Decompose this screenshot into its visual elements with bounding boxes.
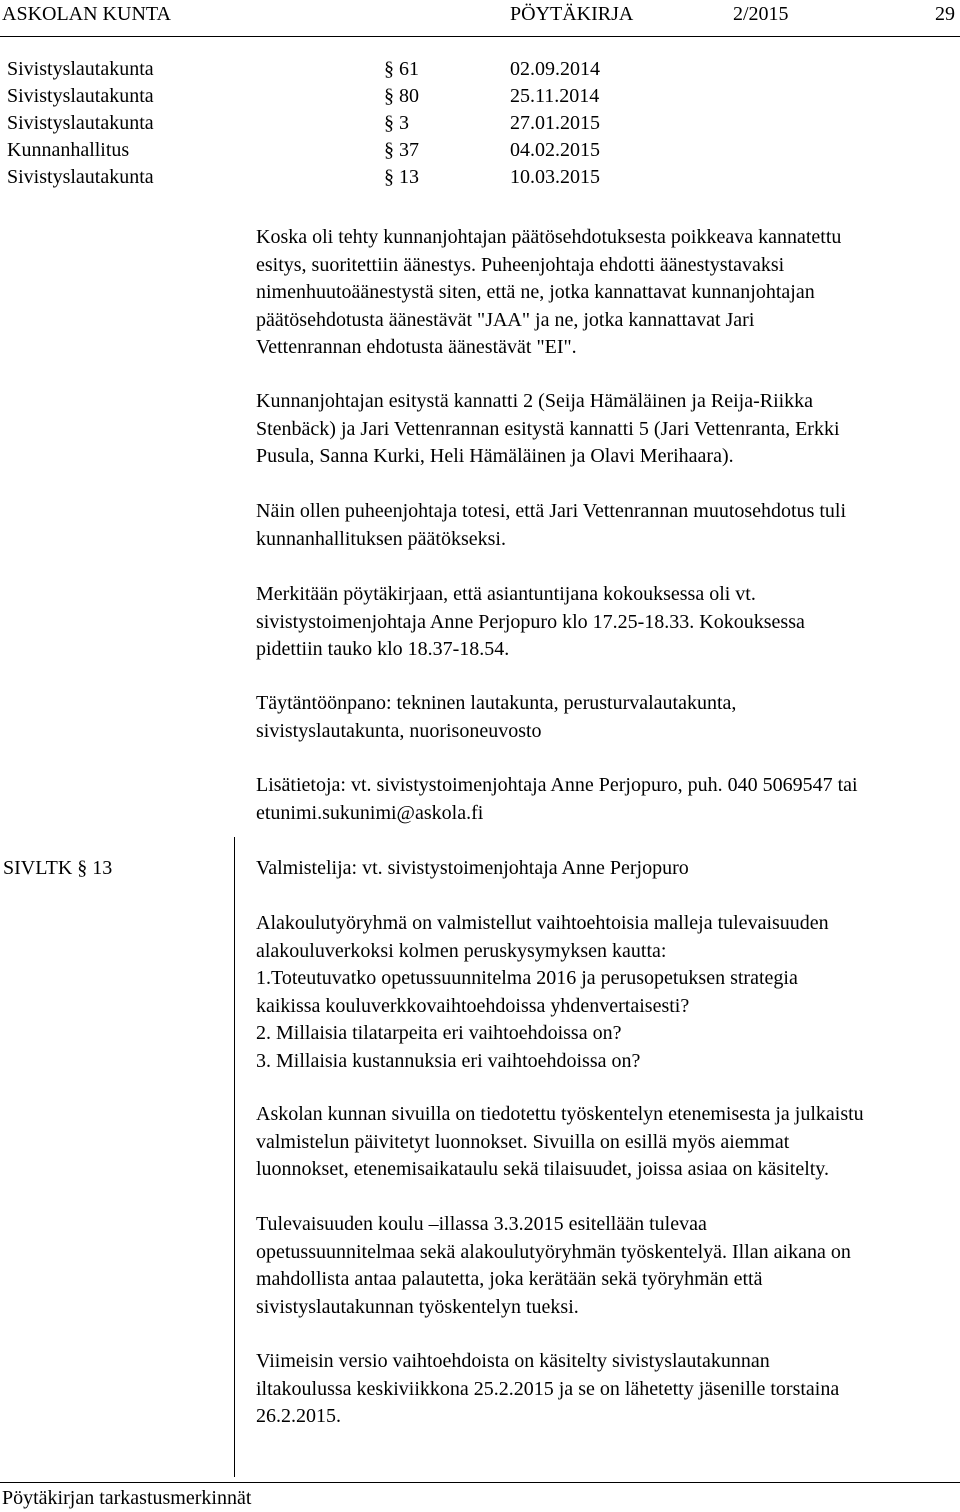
history-body: Sivistyslautakunta <box>7 58 154 80</box>
text-line: luonnokset, etenemisaikataulu sekä tilaisuudet, joissa asiaa on käsitelty. <box>256 1158 830 1180</box>
paragraph-vote-result <box>256 388 956 471</box>
text-line: Askolan kunnan sivuilla on tiedotettu työskentelyn etenemisesta ja julkaistu <box>256 1103 864 1125</box>
text-line: iltakoulussa keskiviikkona 25.2.2015 ja se on lähetetty jäsenille torstaina <box>256 1377 840 1400</box>
history-section: § 3 <box>384 112 409 134</box>
document-number: 2/2015 <box>733 3 789 25</box>
text-line: Koska oli tehty kunnanjohtajan päätösehdotuksesta poikkeava kannatettu <box>256 226 842 248</box>
text-line: kunnanhallituksen päätökseksi. <box>256 527 506 550</box>
history-date: 27.01.2015 <box>510 112 600 134</box>
history-section: § 61 <box>384 58 419 80</box>
header-divider <box>0 36 960 37</box>
paragraph-future-school <box>256 1211 956 1321</box>
text-line: Lisätietoja: vt. sivistystoimenjohtaja Anne Perjopuro, puh. 040 5069547 tai <box>256 774 858 796</box>
paragraph-voting <box>256 224 956 362</box>
text-line: 1.Toteutuvatko opetussuunnitelma 2016 ja perusopetuksen strategia <box>256 967 798 989</box>
section-label: SIVLTK § 13 <box>3 857 113 879</box>
paragraph-minutes-note <box>256 581 956 664</box>
text-line: Merkitään pöytäkirjaan, että asiantuntijana kokouksessa oli vt. <box>256 583 756 605</box>
history-date: 04.02.2015 <box>510 139 600 161</box>
footer-label: Pöytäkirjan tarkastusmerkinnät <box>2 1487 252 1509</box>
text-line: päätösehdotusta äänestävät "JAA" ja ne, jotka kannattavat Jari <box>256 308 755 331</box>
org-name: ASKOLAN KUNTA <box>2 3 171 25</box>
text-line: etunimi.sukunimi@askola.fi <box>256 801 484 824</box>
text-line: sivistyslautakunnan työskentelyn tueksi. <box>256 1295 579 1318</box>
text-line: opetussuunnitelmaa sekä alakoulutyöryhmän työskentelyä. Illan aikana on <box>256 1240 851 1263</box>
paragraph-decision <box>256 498 956 553</box>
text-line: Tulevaisuuden koulu –illassa 3.3.2015 esitellään tulevaa <box>256 1213 707 1235</box>
paragraph-latest-version <box>256 1348 956 1431</box>
history-body: Kunnanhallitus <box>7 139 130 161</box>
history-date: 25.11.2014 <box>510 85 600 107</box>
text-line: mahdollista antaa palautetta, joka kerätään sekä työryhmän että <box>256 1268 763 1290</box>
text-line: esitys, suoritettiin äänestys. Puheenjohtaja ehdotti äänestystavaksi <box>256 253 785 276</box>
text-line: Viimeisin versio vaihtoehdoista on käsitelty sivistyslautakunnan <box>256 1350 770 1372</box>
text-line: sivistyslautakunta, nuorisoneuvosto <box>256 719 542 742</box>
document-type: PÖYTÄKIRJA <box>510 3 634 25</box>
paragraph-contact <box>256 772 956 827</box>
history-section: § 37 <box>384 139 419 161</box>
paragraph-working-group <box>256 910 956 1075</box>
text-line: Täytäntöönpano: tekninen lautakunta, perusturvalautakunta, <box>256 692 737 714</box>
text-line: sivistystoimenjohtaja Anne Perjopuro klo 17.25-18.33. Kokouksessa <box>256 610 805 633</box>
text-line: 26.2.2015. <box>256 1405 341 1427</box>
history-section: § 13 <box>384 166 419 188</box>
section-divider <box>234 837 235 1477</box>
text-line: Vettenrannan ehdotusta äänestävät "EI". <box>256 336 577 358</box>
text-line: alakouluverkoksi kolmen peruskysymyksen kautta: <box>256 939 667 962</box>
paragraph-website <box>256 1101 956 1184</box>
history-date: 02.09.2014 <box>510 58 600 80</box>
text-line: 2. Millaisia tilatarpeita eri vaihtoehdoissa on? <box>256 1022 622 1044</box>
text-line: Näin ollen puheenjohtaja totesi, että Jari Vettenrannan muutosehdotus tuli <box>256 500 847 522</box>
history-section: § 80 <box>384 85 419 107</box>
text-line: Pusula, Sanna Kurki, Heli Hämäläinen ja Olavi Merihaara). <box>256 445 734 467</box>
text-line: Alakoulutyöryhmä on valmistellut vaihtoehtoisia malleja tulevaisuuden <box>256 912 829 934</box>
text-line: kaikissa kouluverkkovaihtoehdoissa yhdenvertaisesti? <box>256 994 690 1017</box>
text-line: Stenbäck) ja Jari Vettenrannan esitystä kannatti 5 (Jari Vettenranta, Erkki <box>256 417 840 440</box>
paragraph-preparer <box>256 855 956 883</box>
text-line: valmistelun päivitetyt luonnokset. Sivuilla on esillä myös aiemmat <box>256 1130 790 1153</box>
text-line: pidettiin tauko klo 18.37-18.54. <box>256 638 510 660</box>
text-line: nimenhuutoäänestystä siten, että ne, jotka kannattavat kunnanjohtajan <box>256 281 815 303</box>
text-line: 3. Millaisia kustannuksia eri vaihtoehdoissa on? <box>256 1049 641 1072</box>
footer-divider <box>0 1482 960 1483</box>
text-line: Kunnanjohtajan esitystä kannatti 2 (Seija Hämäläinen ja Reija-Riikka <box>256 390 814 412</box>
page-number: 29 <box>935 3 955 25</box>
history-body: Sivistyslautakunta <box>7 166 154 188</box>
text-line: Valmistelija: vt. sivistystoimenjohtaja Anne Perjopuro <box>256 857 689 879</box>
history-date: 10.03.2015 <box>510 166 600 188</box>
history-body: Sivistyslautakunta <box>7 112 154 134</box>
history-body: Sivistyslautakunta <box>7 85 154 107</box>
paragraph-implementation <box>256 690 956 745</box>
